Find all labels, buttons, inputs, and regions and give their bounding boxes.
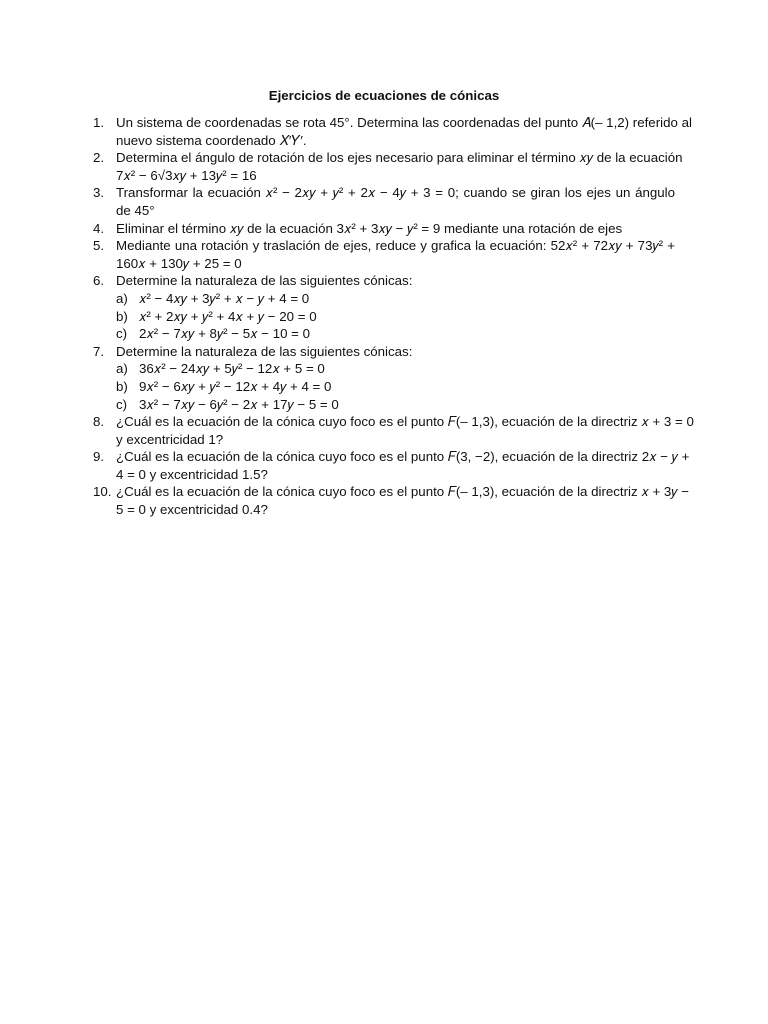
- subitem-equation: 𝑥² + 2𝑥𝑦 + 𝑦² + 4𝑥 + 𝑦 − 20 = 0: [139, 308, 317, 324]
- exercise-text: 5 = 0 y excentricidad 0.4?: [116, 502, 268, 518]
- subitem-label: b): [116, 378, 128, 394]
- subitem-label: a): [116, 361, 128, 377]
- exercise-list: [0, 114, 768, 519]
- exercise-number: 9.: [93, 449, 105, 465]
- exercise-text: nuevo sistema coordenado 𝑋′𝑌′.: [116, 132, 307, 148]
- subitem: [116, 396, 675, 414]
- exercise-text: y excentricidad 1?: [116, 431, 224, 447]
- subitem-equation: 36𝑥² − 24𝑥𝑦 + 5𝑦² − 12𝑥 + 5 = 0: [139, 361, 325, 377]
- exercise-text: 7𝑥² − 6√3𝑥𝑦 + 13𝑦² = 16: [116, 167, 257, 183]
- exercise-text: de 45°: [116, 202, 155, 218]
- exercise-item: [0, 237, 768, 272]
- exercise-text: Transformar la ecuación 𝑥² − 2𝑥𝑦 + 𝑦² + 2𝑥 − 4𝑦 + 3 = 0; cuando se giran los ejes un ángulo: [116, 185, 675, 201]
- subitem-equation: 2𝑥² − 7𝑥𝑦 + 8𝑦² − 5𝑥 − 10 = 0: [139, 326, 311, 342]
- exercise-text: Eliminar el término 𝑥𝑦 de la ecuación 3𝑥² + 3𝑥𝑦 − 𝑦² = 9 mediante una rotación de ejes: [116, 220, 623, 236]
- exercise-number: 6.: [93, 273, 105, 289]
- exercise-number: 5.: [93, 238, 105, 254]
- exercise-item: [0, 114, 768, 149]
- exercise-text: ¿Cuál es la ecuación de la cónica cuyo foco es el punto 𝐹(3, −2), ecuación de la directriz 2𝑥 − 𝑦 +: [116, 449, 690, 465]
- exercise-text: 4 = 0 y excentricidad 1.5?: [116, 466, 268, 482]
- exercise-text: Mediante una rotación y traslación de ejes, reduce y grafica la ecuación: 52𝑥² + 72𝑥𝑦 + 73𝑦² +: [116, 238, 675, 254]
- exercise-text: Determine la naturaleza de las siguientes cónicas:: [116, 273, 413, 289]
- exercise-item: [0, 184, 768, 219]
- exercise-number: 3.: [93, 185, 105, 201]
- subitem-label: a): [116, 290, 128, 306]
- exercise-text: Determina el ángulo de rotación de los ejes necesario para eliminar el término 𝑥𝑦 de la ecuación: [116, 150, 683, 166]
- exercise-text: ¿Cuál es la ecuación de la cónica cuyo foco es el punto 𝐹(– 1,3), ecuación de la directriz 𝑥 + 3𝑦 −: [116, 484, 689, 500]
- exercise-text: Un sistema de coordenadas se rota 45°. Determina las coordenadas del punto 𝐴(– 1,2) referido al: [116, 115, 692, 130]
- subitem: [116, 308, 675, 326]
- subitem-equation: 9𝑥² − 6𝑥𝑦 + 𝑦² − 12𝑥 + 4𝑦 + 4 = 0: [139, 378, 332, 394]
- subitem-label: b): [116, 308, 128, 324]
- exercise-item: [0, 483, 768, 518]
- exercise-number: 8.: [93, 414, 105, 430]
- exercise-number: 1.: [93, 115, 105, 130]
- exercise-item: [0, 413, 768, 448]
- subitem-label: c): [116, 326, 128, 342]
- exercise-text: ¿Cuál es la ecuación de la cónica cuyo foco es el punto 𝐹(– 1,3), ecuación de la directriz 𝑥 + 3 = 0: [116, 414, 694, 430]
- exercise-text: 160𝑥 + 130𝑦 + 25 = 0: [116, 255, 242, 271]
- exercise-item: [0, 220, 768, 238]
- exercise-item: [0, 343, 768, 413]
- document-title: Ejercicios de ecuaciones de cónicas: [268, 88, 500, 103]
- exercise-number: 4.: [93, 220, 105, 236]
- exercise-item: [0, 448, 768, 483]
- exercise-number: 7.: [93, 343, 105, 359]
- exercise-item: [0, 272, 768, 342]
- exercise-text: Determine la naturaleza de las siguientes cónicas:: [116, 343, 413, 359]
- subitem-equation: 𝑥² − 4𝑥𝑦 + 3𝑦² + 𝑥 − 𝑦 + 4 = 0: [139, 290, 310, 306]
- exercise-number: 2.: [93, 150, 105, 166]
- subitem: [116, 378, 675, 396]
- subitem-label: c): [116, 396, 128, 412]
- subitem: [116, 360, 675, 378]
- subitem: [116, 290, 675, 308]
- exercise-item: [0, 149, 768, 184]
- subitem: [116, 325, 675, 343]
- subitem-equation: 3𝑥² − 7𝑥𝑦 − 6𝑦² − 2𝑥 + 17𝑦 − 5 = 0: [139, 396, 339, 412]
- exercise-number: 10.: [93, 484, 112, 500]
